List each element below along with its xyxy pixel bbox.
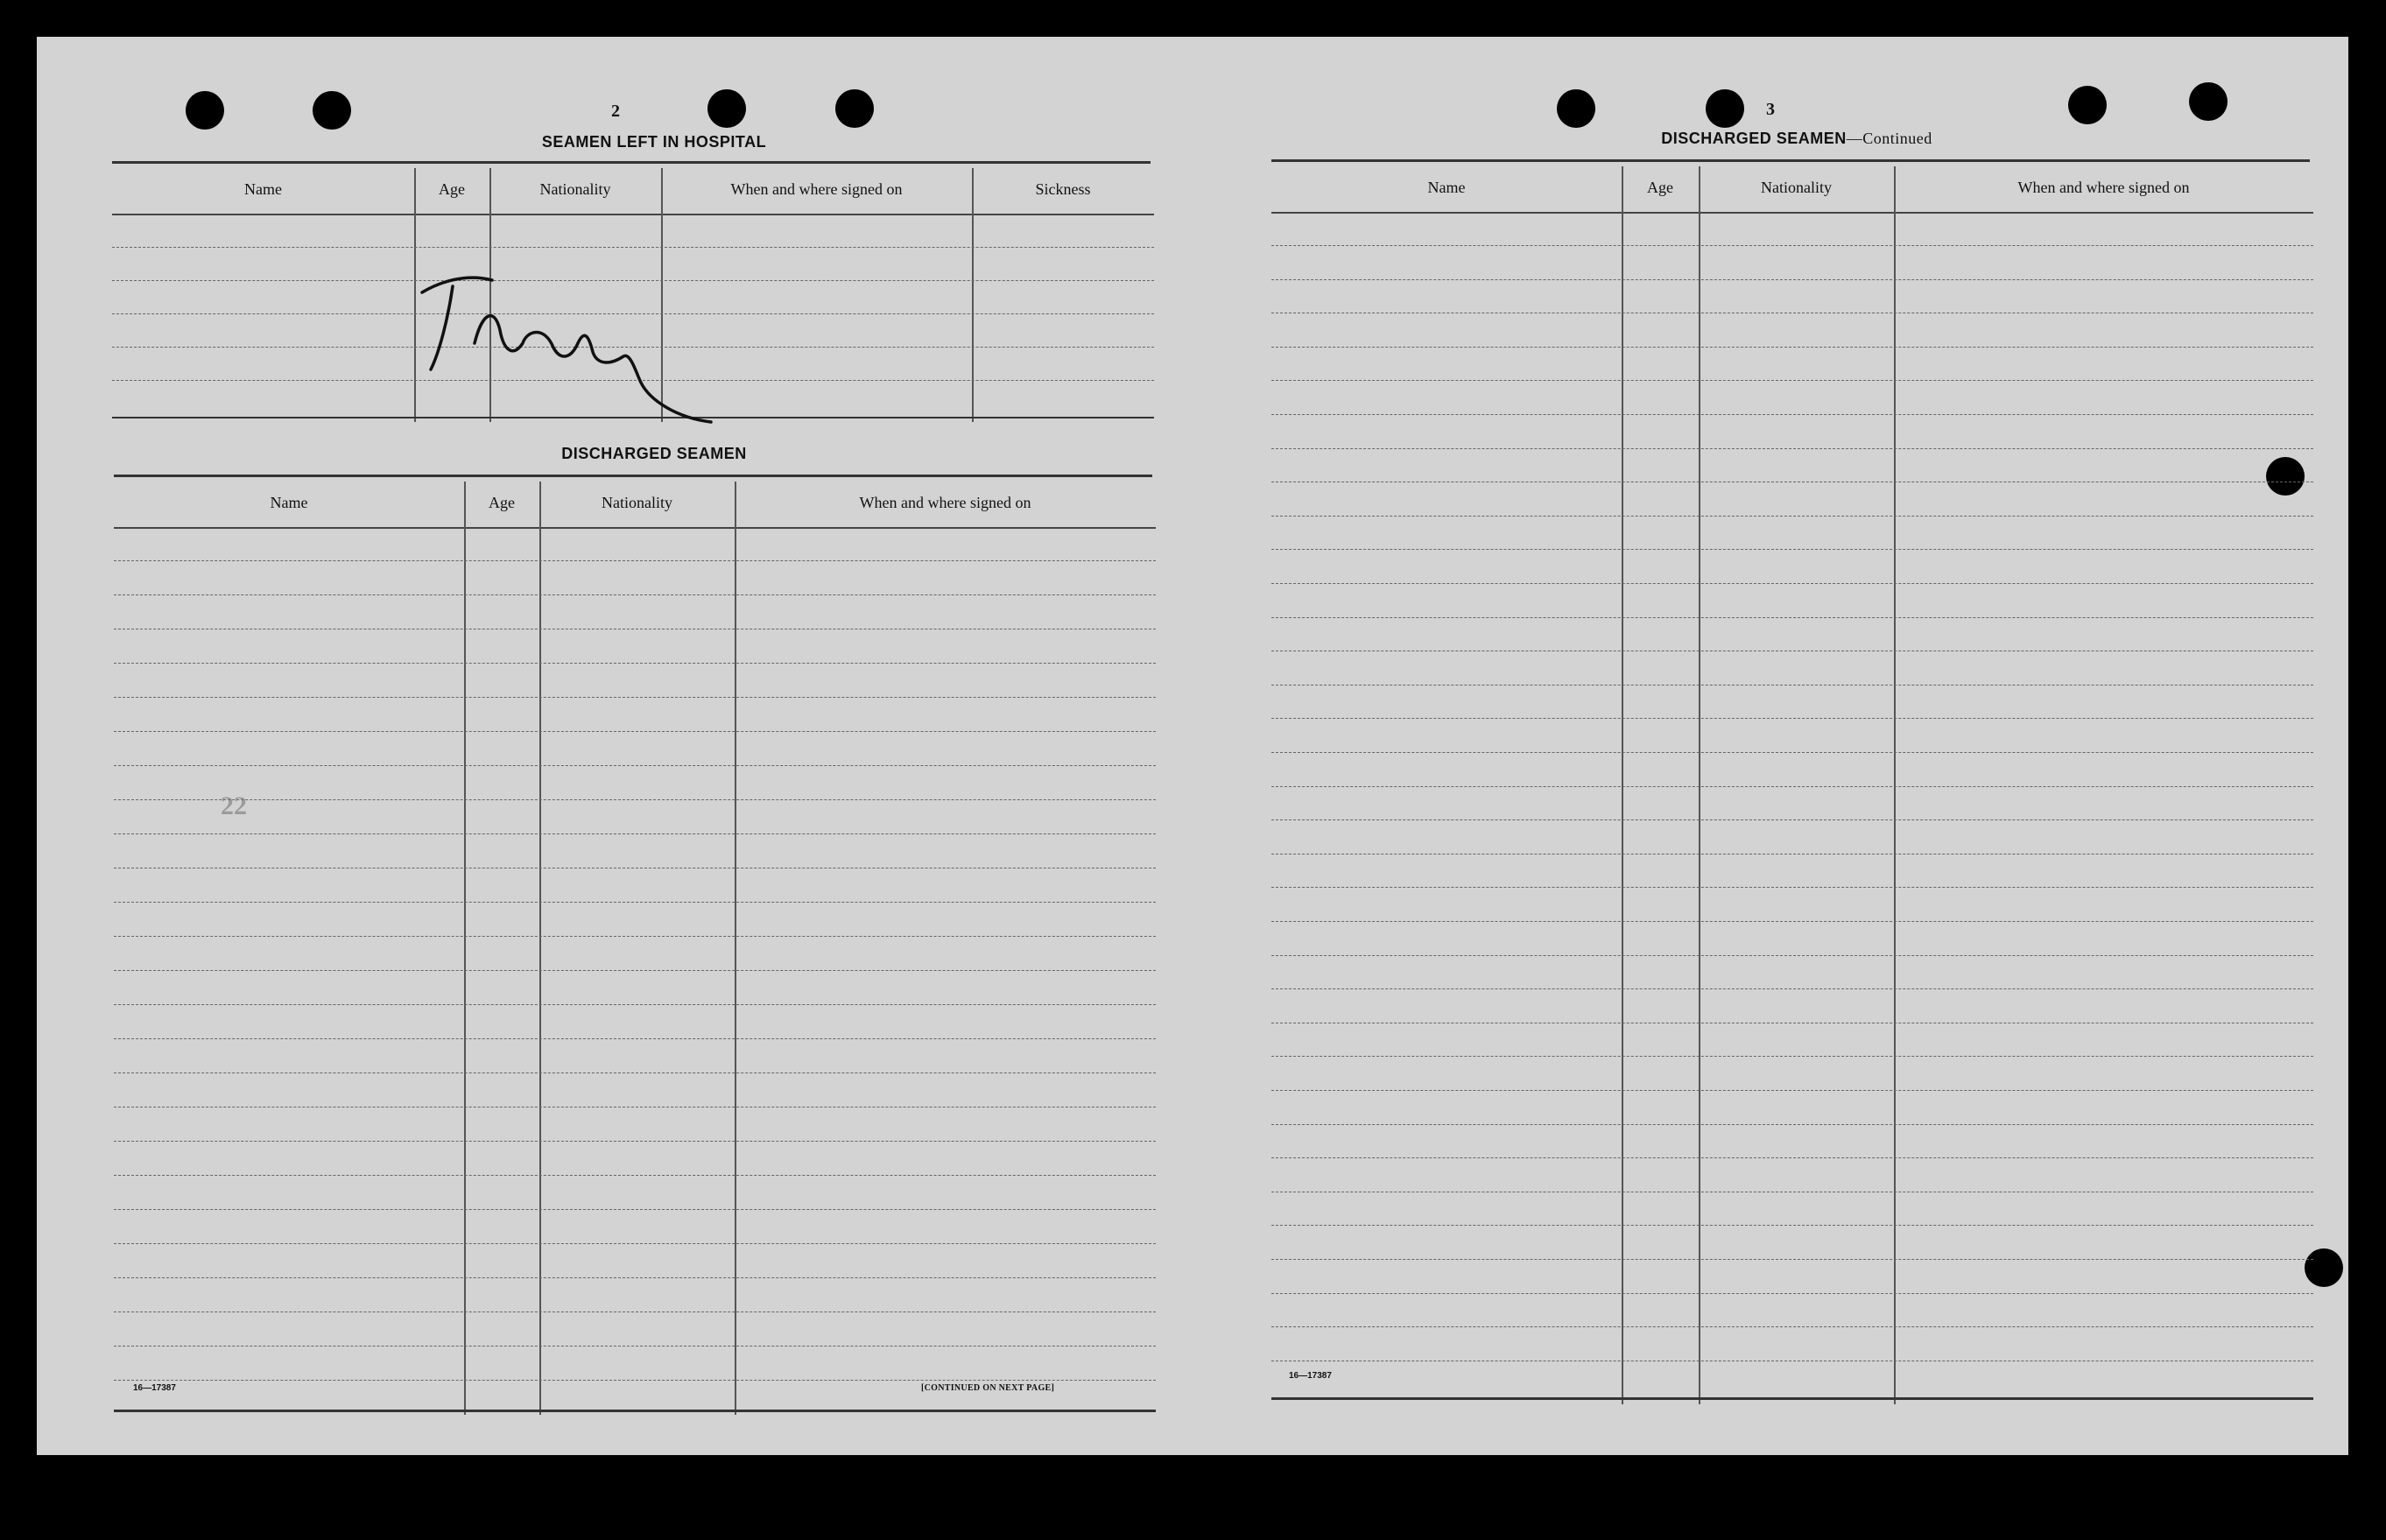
- column-header-signed-on: When and where signed on: [859, 494, 1031, 511]
- column-divider: [972, 168, 974, 422]
- row-line: [114, 1107, 1156, 1108]
- row-line: [114, 970, 1156, 971]
- section-title-suffix: —Continued: [1846, 130, 1932, 147]
- section-title-hospital: SEAMEN LEFT IN HOSPITAL: [541, 133, 767, 151]
- row-line: [1271, 617, 2313, 618]
- row-line: [114, 1141, 1156, 1142]
- row-line: [1271, 921, 2313, 922]
- row-line: [114, 560, 1156, 561]
- page-number: 2: [611, 102, 620, 121]
- section-title-discharged-continued: [1587, 130, 2007, 148]
- handwritten-none: [413, 247, 746, 448]
- punch-hole: [835, 89, 874, 128]
- row-line: [1271, 279, 2313, 280]
- section-rule: [112, 161, 1151, 164]
- row-line: [114, 936, 1156, 937]
- row-line: [1271, 1090, 2313, 1091]
- row-line: [1271, 380, 2313, 381]
- table-bottom-rule: [114, 1410, 1156, 1412]
- row-line: [114, 697, 1156, 698]
- column-header-age: Age: [489, 494, 515, 511]
- row-line: [1271, 414, 2313, 415]
- row-line: [1271, 752, 2313, 753]
- row-line: [1271, 988, 2313, 989]
- table-header: [112, 168, 1154, 215]
- punch-hole: [2189, 82, 2228, 121]
- discharged-table: [114, 482, 1156, 1415]
- form-code: 16—17387: [133, 1383, 176, 1393]
- form-sheet: [37, 37, 2348, 1455]
- row-line: [114, 1346, 1156, 1347]
- row-line: [114, 731, 1156, 732]
- row-line: [1271, 955, 2313, 956]
- column-header-nationality: Nationality: [539, 180, 611, 198]
- row-line: [114, 1277, 1156, 1278]
- column-header-age: Age: [439, 180, 465, 198]
- row-line: [1271, 1225, 2313, 1226]
- page-number: 3: [1766, 100, 1775, 119]
- column-header-signed-on: When and where signed on: [730, 180, 903, 198]
- section-title-text: DISCHARGED SEAMEN: [1661, 130, 1847, 147]
- row-line: [1271, 1259, 2313, 1260]
- column-header-signed-on: When and where signed on: [2017, 179, 2190, 196]
- section-rule: [1271, 159, 2310, 162]
- row-line: [1271, 347, 2313, 348]
- table-bottom-rule: [1271, 1397, 2313, 1400]
- table-header: [1271, 166, 2313, 214]
- discharged-continued-table: [1271, 166, 2313, 1404]
- row-line: [1271, 516, 2313, 517]
- row-line: [114, 765, 1156, 766]
- continued-note: [CONTINUED ON NEXT PAGE]: [921, 1383, 1055, 1393]
- row-line: [1271, 650, 2313, 651]
- row-line: [114, 1004, 1156, 1005]
- punch-hole: [1706, 89, 1744, 128]
- row-line: [114, 594, 1156, 595]
- row-line: [114, 1072, 1156, 1073]
- column-header-age: Age: [1647, 179, 1673, 196]
- row-line: [1271, 1056, 2313, 1057]
- row-line: [114, 1175, 1156, 1176]
- column-divider: [539, 482, 541, 1415]
- column-divider: [464, 482, 466, 1415]
- column-divider: [735, 482, 736, 1415]
- punch-hole: [2068, 86, 2107, 124]
- punch-hole: [1557, 89, 1595, 128]
- punch-hole: [707, 89, 746, 128]
- ghost-mark: 22: [221, 791, 247, 820]
- row-line: [114, 1209, 1156, 1210]
- row-line: [1271, 245, 2313, 246]
- row-line: [1271, 1124, 2313, 1125]
- row-line: [1271, 718, 2313, 719]
- row-line: [1271, 685, 2313, 686]
- column-header-nationality: Nationality: [602, 494, 672, 511]
- punch-hole: [313, 91, 351, 130]
- punch-hole: [186, 91, 224, 130]
- column-header-name: Name: [244, 180, 282, 198]
- row-line: [1271, 583, 2313, 584]
- row-line: [1271, 549, 2313, 550]
- column-header-name: Name: [1427, 179, 1466, 196]
- row-line: [1271, 448, 2313, 449]
- section-rule: [114, 475, 1152, 477]
- row-line: [114, 663, 1156, 664]
- column-header-nationality: Nationality: [1761, 179, 1832, 196]
- row-line: [114, 1038, 1156, 1039]
- table-header: [114, 482, 1156, 529]
- row-line: [114, 1380, 1156, 1381]
- row-line: [1271, 887, 2313, 888]
- column-header-sickness: Sickness: [1035, 180, 1091, 198]
- form-code: 16—17387: [1289, 1371, 1332, 1381]
- row-line: [114, 1243, 1156, 1244]
- row-line: [1271, 786, 2313, 787]
- row-line: [1271, 1157, 2313, 1158]
- row-line: [114, 1311, 1156, 1312]
- row-line: [1271, 1293, 2313, 1294]
- row-line: [114, 833, 1156, 834]
- row-line: [114, 902, 1156, 903]
- row-line: [1271, 1326, 2313, 1327]
- row-line: [114, 799, 1156, 800]
- row-line: [1271, 819, 2313, 820]
- column-header-name: Name: [270, 494, 308, 511]
- section-title-discharged: DISCHARGED SEAMEN: [561, 445, 747, 462]
